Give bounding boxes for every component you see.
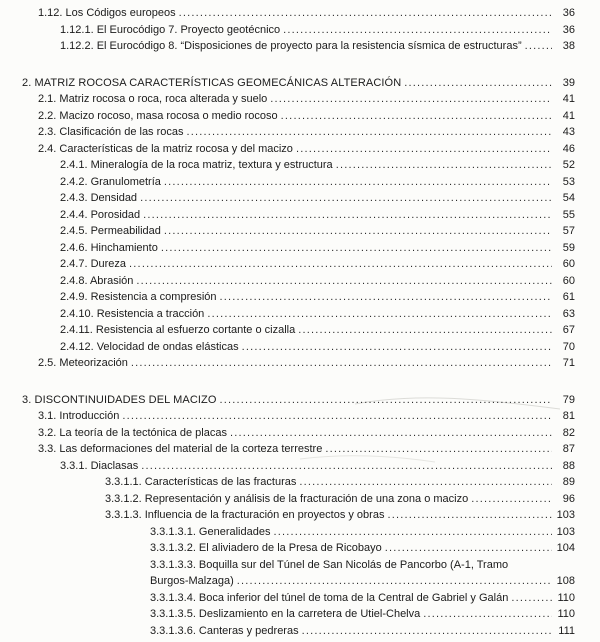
page-number: 36	[562, 23, 575, 36]
dot-leader	[207, 306, 552, 323]
page-number: 61	[562, 291, 575, 303]
toc-entry-2-4-8	[22, 273, 575, 290]
toc-entry-2-4-9	[22, 289, 575, 306]
dot-leader	[164, 174, 552, 191]
page-number: 71	[562, 357, 575, 369]
entry-text: 2.2. Macizo rocoso, masa rocosa o medio rocoso	[38, 109, 278, 122]
page-number: 111	[558, 624, 575, 637]
page-number: 39	[562, 76, 575, 89]
dot-leader	[161, 240, 552, 257]
page-number: 36	[562, 7, 575, 19]
entry-text: 2.3. Clasificación de las rocas	[38, 126, 184, 138]
toc-entry-2-2	[22, 108, 575, 125]
dot-leader	[270, 91, 552, 108]
toc-entry-3-3-1-3-6	[22, 623, 575, 640]
dot-leader	[164, 223, 552, 240]
entry-text: 3.3.1.1. Características de las fracturas	[105, 476, 297, 488]
section-gap	[22, 55, 575, 75]
toc-entry-3-1	[22, 408, 575, 425]
toc-entry-2	[22, 75, 575, 92]
page-number: 88	[562, 459, 575, 472]
toc-entry-2-4-10	[22, 306, 575, 323]
entry-text: 2.4.8. Abrasión	[60, 274, 134, 287]
page-number: 87	[562, 443, 575, 455]
entry-text: 3.3.1.3. Influencia de la fracturación en proyectos y obras	[105, 509, 385, 521]
page-number: 89	[562, 476, 575, 488]
entry-text: Burgos-Malzaga)	[150, 575, 234, 587]
page-number: 81	[562, 410, 575, 422]
dot-leader	[302, 623, 552, 640]
dot-leader	[283, 22, 552, 39]
page-number: 43	[562, 126, 575, 138]
dot-leader	[511, 590, 552, 607]
page-number: 55	[562, 208, 575, 221]
entry-text: 2.4.12. Velocidad de ondas elásticas	[60, 340, 239, 353]
toc-entry-3-2	[22, 425, 575, 442]
entry-text: 2.4.11. Resistencia al esfuerzo cortante o cizalla	[60, 324, 296, 336]
dot-leader	[296, 141, 552, 158]
entry-text: 3.1. Introducción	[38, 410, 120, 422]
toc-entry-1-12	[22, 5, 575, 22]
dot-leader	[187, 124, 552, 141]
dot-leader	[122, 408, 552, 425]
dot-leader	[404, 75, 552, 92]
entry-text: 3.3.1.3.2. El aliviadero de la Presa de Ricobayo	[150, 542, 382, 554]
toc-entry-2-4-4	[22, 207, 575, 224]
toc-entry-3-3-1	[22, 458, 575, 475]
toc-entry-3-3	[22, 441, 575, 458]
entry-text: 2. MATRIZ ROCOSA CARACTERÍSTICAS GEOMECÁNICAS ALTERACIÓN	[22, 76, 402, 89]
entry-text: 3.3.1. Diaclasas	[60, 459, 139, 472]
entry-text: 3.3.1.3.1. Generalidades	[150, 525, 271, 538]
entry-text: 2.1. Matriz rocosa o roca, roca alterada y suelo	[38, 93, 268, 105]
dot-leader	[220, 392, 552, 409]
toc-entry-3-3-1-3-2	[22, 540, 575, 557]
page-number: 103	[556, 525, 575, 538]
dot-leader	[230, 425, 552, 442]
entry-text: 3. DISCONTINUIDADES DEL MACIZO	[22, 393, 217, 406]
toc-entry-2-4-5	[22, 223, 575, 240]
dot-leader	[237, 573, 552, 590]
dot-leader	[325, 441, 552, 458]
page-number: 60	[562, 258, 575, 270]
page-number: 53	[562, 175, 575, 188]
entry-text: 1.12.2. El Eurocódigo 8. “Disposiciones de proyecto para la resistencia sísmica de estructuras”	[60, 40, 522, 52]
entry-text: 2.4. Características de la matriz rocosa y del macizo	[38, 142, 293, 155]
toc-entry-2-1	[22, 91, 575, 108]
toc-entry-2-4-2	[22, 174, 575, 191]
entry-text: 1.12. Los Códigos europeos	[38, 7, 176, 19]
page-number: 108	[556, 575, 575, 587]
toc-entry-3-3-1-3-1	[22, 524, 575, 541]
toc-list	[22, 5, 575, 639]
dot-leader	[140, 190, 552, 207]
entry-text: 2.4.10. Resistencia a tracción	[60, 307, 205, 320]
page-number: 41	[562, 93, 575, 105]
page-number: 79	[562, 393, 575, 406]
entry-text: 2.4.4. Porosidad	[60, 208, 141, 221]
dot-leader	[385, 540, 552, 557]
dot-leader	[423, 606, 552, 623]
entry-text: 3.3. Las deformaciones del material de la corteza terrestre	[38, 443, 323, 455]
entry-text: 3.2. La teoría de la tectónica de placas	[38, 426, 227, 439]
toc-entry-1-12-1	[22, 22, 575, 39]
dot-leader	[336, 157, 552, 174]
dot-leader	[220, 289, 552, 306]
dot-leader	[143, 207, 552, 224]
toc-entry-2-4	[22, 141, 575, 158]
dot-leader	[471, 491, 552, 508]
entry-text: 3.3.1.3.4. Boca inferior del túnel de toma de la Central de Gabriel y Galán	[150, 591, 509, 604]
dot-leader	[525, 38, 552, 55]
toc-entry-2-4-12	[22, 339, 575, 356]
toc-entry-3-3-1-1	[22, 474, 575, 491]
dot-leader	[141, 458, 552, 475]
toc-entry-2-4-3	[22, 190, 575, 207]
dot-leader	[179, 5, 552, 22]
page-number: 41	[562, 109, 575, 122]
page-number: 104	[556, 542, 575, 554]
entry-text: 2.4.2. Granulometría	[60, 175, 161, 188]
page-number: 57	[562, 225, 575, 237]
toc-entry-3-3-1-3-3	[22, 557, 575, 590]
entry-text: 1.12.1. El Eurocódigo 7. Proyecto geotécnico	[60, 23, 281, 36]
dot-leader	[136, 273, 552, 290]
page-number: 67	[562, 324, 575, 336]
page-number: 110	[557, 608, 575, 620]
toc-entry-2-5	[22, 355, 575, 372]
dot-leader	[273, 524, 552, 541]
dot-leader	[387, 507, 552, 524]
entry-text: 2.4.9. Resistencia a compresión	[60, 291, 217, 303]
page-number: 96	[562, 492, 575, 505]
toc-entry-2-4-1	[22, 157, 575, 174]
entry-text: 3.3.1.3.3. Boquilla sur del Túnel de San Nicolás de Pancorbo (A-1, Tramo	[150, 558, 509, 571]
dot-leader	[281, 108, 552, 125]
page-number: 63	[562, 307, 575, 320]
dot-leader	[129, 256, 552, 273]
page-number: 46	[562, 142, 575, 155]
page-number: 54	[562, 192, 575, 204]
page-number: 70	[562, 340, 575, 353]
dot-leader	[242, 339, 552, 356]
toc-entry-1-12-2	[22, 38, 575, 55]
page-number: 38	[562, 40, 575, 52]
toc-entry-3-3-1-3	[22, 507, 575, 524]
page-number: 82	[562, 426, 575, 439]
page-number: 52	[562, 159, 575, 171]
toc-entry-3	[22, 392, 575, 409]
page-number: 110	[557, 591, 575, 604]
entry-text: 3.3.1.2. Representación y análisis de la fracturación de una zona o macizo	[105, 492, 469, 505]
entry-text: 2.4.3. Densidad	[60, 192, 138, 204]
dot-leader	[299, 474, 552, 491]
section-gap	[22, 372, 575, 392]
toc-entry-2-4-7	[22, 256, 575, 273]
toc-entry-3-3-1-2	[22, 491, 575, 508]
entry-text: 2.5. Meteorización	[38, 357, 128, 369]
dot-leader	[131, 355, 552, 372]
entry-text: 3.3.1.3.6. Canteras y pedreras	[150, 624, 299, 637]
toc-entry-2-3	[22, 124, 575, 141]
toc-entry-3-3-1-3-4	[22, 590, 575, 607]
toc-entry-2-4-6	[22, 240, 575, 257]
toc-entry-2-4-11	[22, 322, 575, 339]
page-number: 60	[562, 274, 575, 287]
entry-text: 2.4.6. Hinchamiento	[60, 241, 158, 254]
entry-text: 2.4.1. Mineralogía de la roca matriz, textura y estructura	[60, 159, 333, 171]
page-number: 103	[556, 509, 575, 521]
dot-leader	[298, 322, 552, 339]
entry-text: 3.3.1.3.5. Deslizamiento en la carretera de Utiel-Chelva	[150, 608, 421, 620]
entry-text: 2.4.5. Permeabilidad	[60, 225, 161, 237]
entry-text: 2.4.7. Dureza	[60, 258, 127, 270]
page-number: 59	[562, 241, 575, 254]
toc-entry-3-3-1-3-5	[22, 606, 575, 623]
